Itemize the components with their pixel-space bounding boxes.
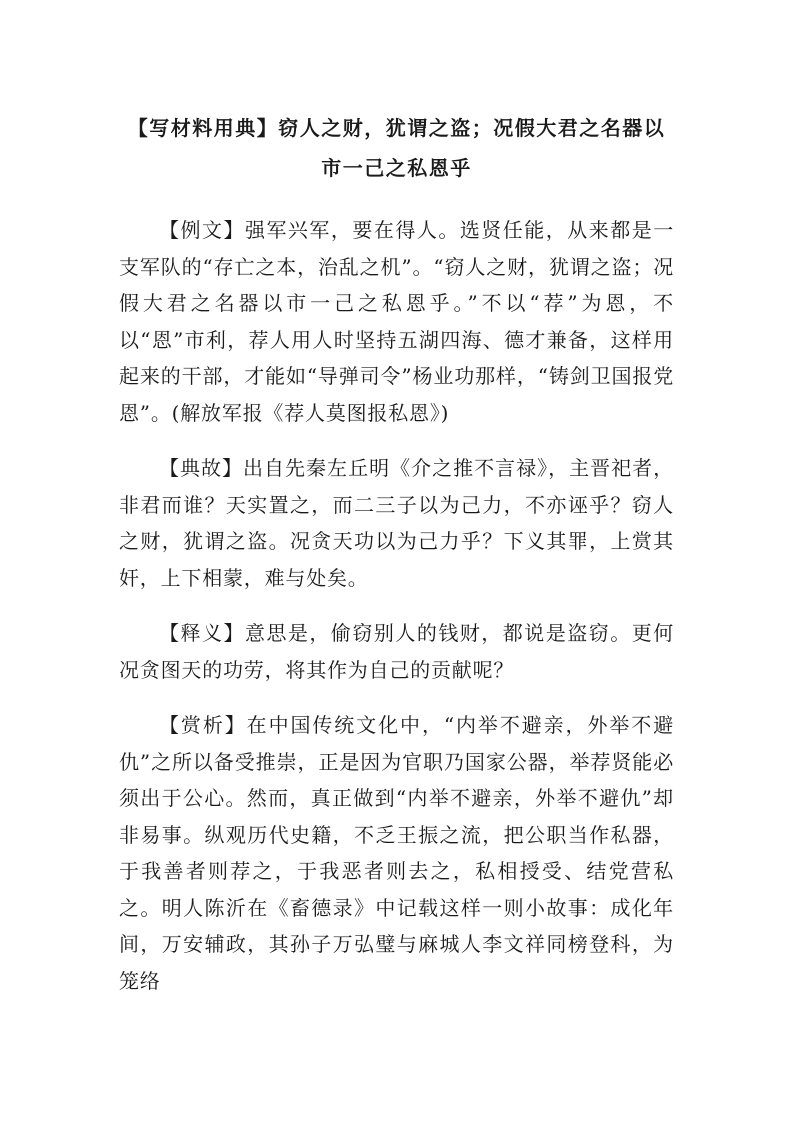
- spacer: [119, 431, 674, 450]
- paragraph-meaning: [119, 615, 674, 688]
- paragraph-text: 意思是，偷窃别人的钱财，都说是盗窃。更何况贪图天的功劳，将其作为自己的贡献呢？: [119, 621, 675, 682]
- document-title: 【写材料用典】窃人之财，犹谓之盗；况假大君之名器以市一己之私恩乎: [127, 116, 666, 180]
- paragraph-tag: 【释义】: [159, 621, 245, 645]
- paragraph-text: 在中国传统文化中，“内举不避亲，外举不避仇”之所以备受推崇，正是因为官职乃国家公器，举荐贤能必须出于公心。然而，真正做到“内举不避亲，外举不避仇”却非易事。纵观历代史籍，不乏王振之流，把公职当作私器，于我善者则荐之，于我恶者则去之，私相授受、结党营私之。明人陈沂在《畜德录》中记载这样一则小故事：成化年间，万安辅政，其孙子万弘璧与麻城人李文祥同榜登科，为笼络: [119, 713, 674, 993]
- spacer: [119, 688, 674, 707]
- paragraph-tag: 【例文】: [159, 218, 245, 242]
- paragraph-allusion: [119, 450, 674, 596]
- paragraph-text: 强军兴军，要在得人。选贤任能，从来都是一支军队的“存亡之本，治乱之机”。“窃人之财，犹谓之盗；况假大君之名器以市一己之私恩乎。”不以“荐”为恩，不以“恩”市利，荐人用人时坚持五湖四海、德才兼备，这样用起来的干部，才能如“导弹司令”杨业功那样，“铸剑卫国报党恩”。(解放军报《荐人莫图报私恩》): [119, 218, 675, 425]
- paragraph-appreciation: [119, 707, 674, 999]
- paragraph-text: 出自先秦左丘明《介之推不言禄》，主晋祀者，非君而谁？天实置之，而二三子以为己力，不亦诬乎？窃人之财，犹谓之盗。况贪天功以为己力乎？下义其罪，上赏其奸，上下相蒙，难与处矣。: [119, 456, 674, 590]
- spacer: [119, 188, 674, 212]
- paragraph-tag: 【赏析】: [159, 713, 247, 737]
- paragraph-example: [119, 212, 674, 431]
- spacer: [119, 596, 674, 615]
- paragraph-tag: 【典故】: [159, 456, 244, 480]
